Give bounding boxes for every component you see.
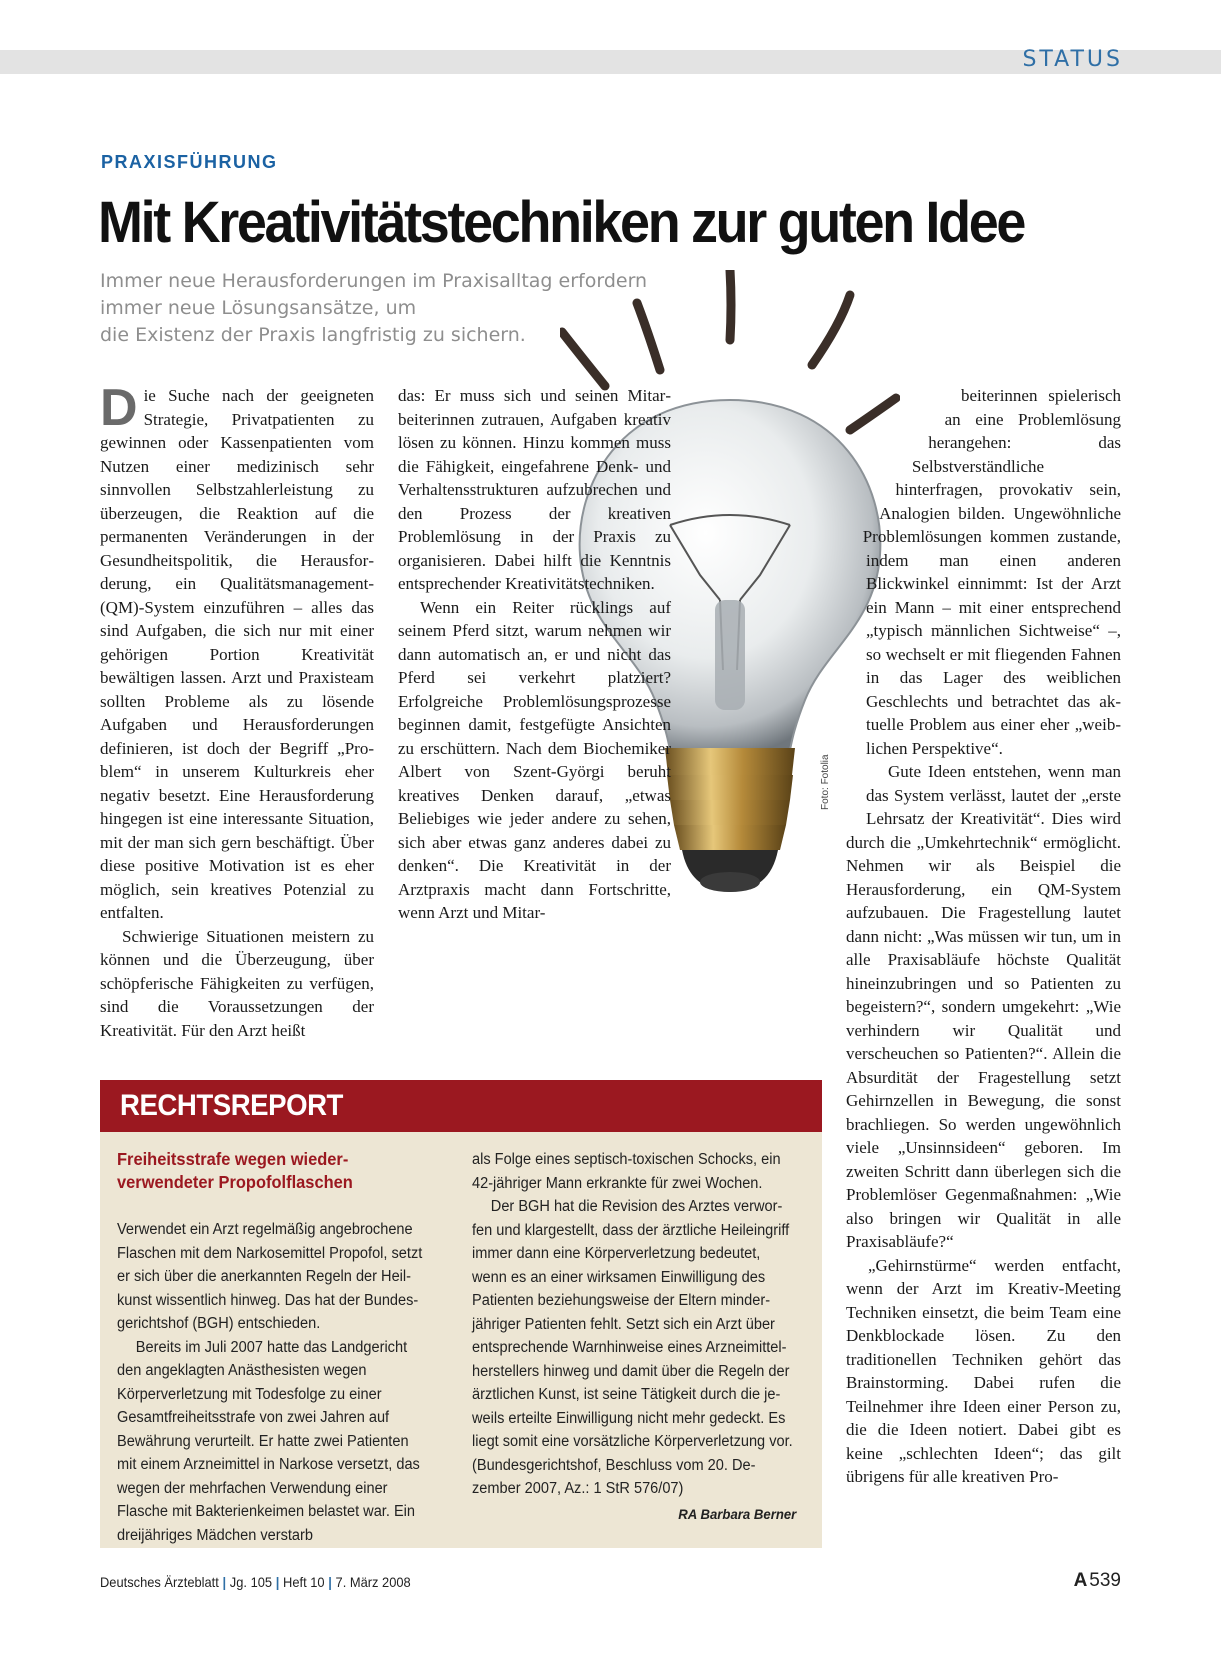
article-column-2 xyxy=(398,384,671,925)
photo-credit: Foto: Fotolia xyxy=(820,754,831,810)
footer-citation: Deutsches Ärzteblatt | Jg. 105 | Heft 10 | 7. März 2008 xyxy=(100,1574,411,1590)
article-column-1 xyxy=(100,379,374,1042)
article-kicker: PRAXISFÜHRUNG xyxy=(101,152,278,172)
paragraph: Die Suche nach der geeigneten Strategie, Privatpatienten zu gewinnen oder Kassenpatienten vom Nutzen einer medizinisch sehr sinnvollen Selbstzahlerleistung zu überzeugen, die Reaktion auf die permanenten Veränderungen in der Gesundheitspolitik, die Herausforderung, ein Qualitätsmanagement-(QM)-System einzuführen – alles das sind Aufgaben, die sich nur mit einer gehörigen Portion Kreativität bewältigen lassen. Arzt und Praxisteam sollten Probleme als zu lösende Aufgaben und Herausforderungen definieren, ist doch der Begriff „Problem“ in unserem Kulturkreis eher negativ besetzt. Eine Herausforderung hingegen ist eine interessante Situation, mit der man sich gern beschäftigt. Über diese positive Motivation ist es eher möglich, sein kreatives Potenzial zu entfalten. xyxy=(100,379,374,922)
paragraph: Der BGH hat die Revision des Arztes verworfen und klargestellt, dass der ärztliche Heileingriff immer dann eine Körperverletzung bedeutet, wenn es an einer wirksamen Einwilligung des Patienten beziehungsweise der Eltern minderjähriger Patienten fehlt. Setzt sich ein Arzt über entsprechende Warnhinweise eines Arzneimittelherstellers hinweg und damit über die Regeln der ärztlichen Kunst, ist seine Tätigkeit durch die jeweils erteilte Einwilligung nicht mehr gedeckt. Es liegt somit eine vorsätzliche Körperverletzung vor. (Bundesgerichtshof, Beschluss vom 20. Dezember 2007, Az.: 1 StR 576/07) xyxy=(472,1198,793,1497)
page-number: A 539 xyxy=(1073,1570,1121,1591)
report-column-1 xyxy=(117,1148,427,1547)
deck-line: immer neue Lösungsansätze, um xyxy=(100,297,417,319)
stem xyxy=(715,600,745,710)
paragraph: Bereits im Juli 2007 hatte das Landgericht den angeklagten Anästhesisten wegen Körperverletzung mit Todesfolge zu einer Gesamtfreiheitsstrafe von zwei Jahren auf Bewährung verurteilt. Er hatte zwei Patienten mit einem Arzneimittel in Narkose versetzt, das wegen der mehrfachen Verwendung einer Flasche mit Bakterienkeimen belastet war. Ein dreijähriges Mädchen verstarb xyxy=(117,1338,420,1544)
issue-date: 7. März 2008 xyxy=(335,1574,411,1590)
article-column-3 xyxy=(846,384,1121,1489)
section-label: STATUS xyxy=(1022,47,1123,72)
report-column-2 xyxy=(472,1148,796,1526)
deck-line: die Existenz der Praxis langfristig zu sichern. xyxy=(100,324,526,346)
journal-name: Deutsches Ärzteblatt xyxy=(100,1574,219,1590)
paragraph: „Gehirnstürme“ werden entfacht, wenn der Arzt im Kreativ-Meeting Techniken einsetzt, die beim Team eine Denkblockade lösen. Zu den traditionellen Techniken gehört das Brainstorming. Dabei rufen die Teilnehmer ihre Ideen einer Person zu, die die Ideen notiert. Dabei gibt es keine „schlechten Ideen“; das gilt übrigens für alle kreativen Pro- xyxy=(846,1255,1121,1486)
report-author: RA Barbara Berner xyxy=(678,1505,797,1522)
paragraph: beiterinnen spielerisch an eine Problemlösung herangehen: das Selbstverständliche hinterfragen, provokativ sein, Analogien bilden. Ungewöhnliche Problemlösungen kommen zustande, indem man einen anderen Blickwinkel einnimmt: Ist der Arzt ein Mann – mit einer entsprechend „typisch männlichen Sichtweise“ –, so wechselt er mit fliegenden Fahnen in das Lager des weiblichen Geschlechts und betrachtet das aktuelle Problem aus einer eher „weiblichen Perspektive“. xyxy=(862,386,1121,758)
drop-cap: D xyxy=(100,379,138,437)
paragraph: das: Er muss sich und seinen Mitarbeiterinnen zutrauen, Aufgaben kreativ lösen zu können. Hinzu kommen muss die Fähigkeit, eingefahrene Denk- und Verhaltensstrukturen aufzubrechen und den Prozess der kreativen Problemlösung in der Praxis zu organisieren. Dabei hilft die Kenntnis entsprechender Kreativitätstechniken. xyxy=(398,386,671,593)
bulb-base xyxy=(665,748,795,892)
article-title: Mit Kreativitätstechniken zur guten Idee xyxy=(98,190,1025,255)
report-title: Freiheitsstrafe wegen wiederverwendeter Propofolflaschen xyxy=(117,1149,353,1192)
rechtsreport-header: RECHTSREPORT xyxy=(100,1080,822,1132)
deck-line: Immer neue Herausforderungen im Praxisalltag erfordern xyxy=(100,270,648,292)
paragraph: Schwierige Situationen meistern zu können und die Überzeugung, über schöpferische Fähigkeiten zu verfügen, sind die Voraussetzungen der Kreativität. Für den Arzt heißt xyxy=(100,926,374,1040)
issue: Heft 10 xyxy=(283,1574,325,1590)
volume: Jg. 105 xyxy=(229,1574,273,1590)
paragraph: als Folge eines septisch-toxischen Schocks, ein 42-jähriger Mann erkrankte für zwei Wochen. xyxy=(472,1151,781,1192)
paragraph: Verwendet ein Arzt regelmäßig angebrochene Flaschen mit dem Narkosemittel Propofol, setzt er sich über die anerkannten Regeln der Heilkunst wissentlich hinweg. Das hat der Bundesgerichtshof (BGH) entschieden. xyxy=(117,1221,423,1332)
paragraph: Wenn ein Reiter rücklings auf seinem Pferd sitzt, warum nehmen wir dann automatisch an, er und nicht das Pferd sei verkehrt platziert? Erfolgreiche Problemlösungsprozesse beginnen damit, festgefügte Ansichten zu erschüttern. Nach dem Biochemiker Albert von Szent-Györgi beruht kreatives Denken darauf, „etwas Beliebiges wie jeder andere zu sehen, sich aber etwas ganz anderes dabei zu denken“. Die Kreativität in der Arztpraxis macht dann Fortschritte, wenn Arzt und Mitar- xyxy=(398,597,671,922)
paragraph: Gute Ideen entstehen, wenn man das System verlässt, lautet der „erste Lehrsatz der Kreativität“. Dies wird durch die „Umkehrtechnik“ ermöglicht. Nehmen wir als Beispiel die Herausforderung, ein QM-System aufzubauen. Die Fragestellung lautet dann nicht: „Was müssen wir tun, um in alle Praxisabläufe höchste Qualität hineinzubringen und so Patienten zu begeistern?“, sondern umgekehrt: „Wie verhindern wir Qualität und verscheuchen so Patienten?“. Allein die Absurdität der Fragestellung setzt Gehirnzellen in Bewegung, die sonst brachliegen. So werden ungewöhnlich viele „Unsinnsideen“ geboren. Im zweiten Schritt dann überlegen sich die Problemlöser Gegenmaßnahmen: „Wie also bringen wir Qualität in alle Praxisabläufe?“ xyxy=(846,762,1121,1251)
